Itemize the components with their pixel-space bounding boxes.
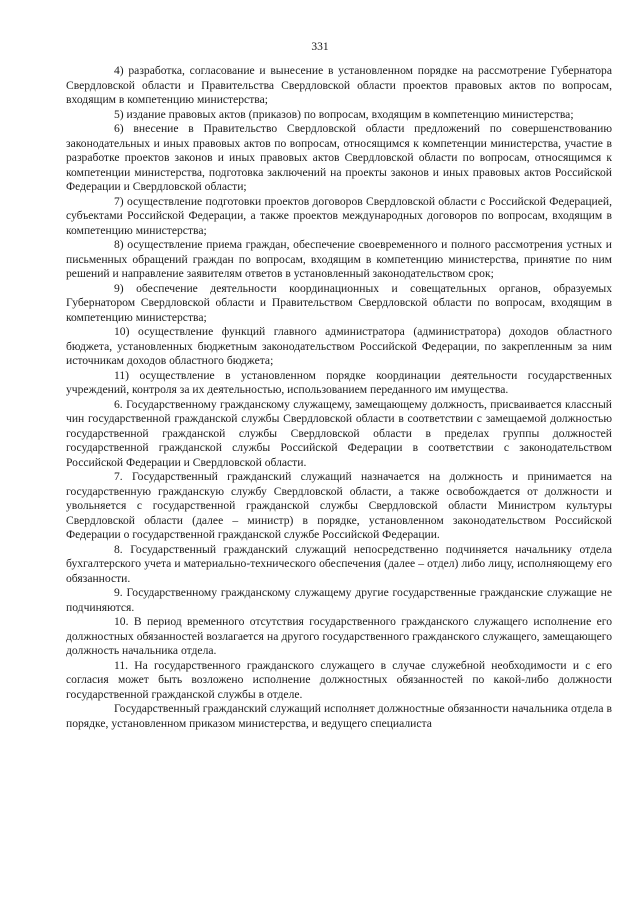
section-11-continuation: Государственный гражданский служащий исполняет должностные обязанности начальника отдела в порядке, установленном приказом министерства, и ведущего специалиста bbox=[66, 702, 612, 730]
list-item-11: 11) осуществление в установленном порядке координации деятельности государственных учреждений, контроля за их деятельностью, использованием переданного им имущества. bbox=[66, 368, 612, 396]
section-8: 8. Государственный гражданский служащий непосредственно подчиняется начальнику отдела бухгалтерского учета и материально-технического обеспечения (далее – отдел) либо лицу, исполняющему его обязанности. bbox=[66, 542, 612, 585]
list-item-7: 7) осуществление подготовки проектов договоров Свердловской области с Российской Федерацией, субъектами Российской Федерации, а также проектов международных договоров по вопросам, входящим в компетенцию министерства; bbox=[66, 194, 612, 237]
section-9: 9. Государственному гражданскому служащему другие государственные гражданские служащие не подчиняются. bbox=[66, 586, 612, 614]
page-number: 331 bbox=[311, 41, 329, 53]
section-6: 6. Государственному гражданскому служащему, замещающему должность, присваивается классный чин государственной гражданской службы Свердловской области в соответствии с замещаемой должностью государственной гражданской службы Свердловской области в пределах группы должностей государственной гражданской службы Российской Федерации в соответствии с законодательством Российской Федерации и Свердловской области. bbox=[66, 397, 612, 469]
list-item-5: 5) издание правовых актов (приказов) по вопросам, входящим в компетенцию министерства; bbox=[114, 107, 574, 121]
list-item-9: 9) обеспечение деятельности координационных и совещательных органов, образуемых Губернатором Свердловской области и Правительством Свердловской области по вопросам, входящим в компетенцию министерства; bbox=[66, 281, 612, 324]
list-item-8: 8) осуществление приема граждан, обеспечение своевременного и полного рассмотрения устных и письменных обращений граждан по вопросам, входящим в компетенцию министерства, принятие по ним решений и направление заявителям ответов в установленный законодательством срок; bbox=[66, 238, 612, 280]
document-body bbox=[66, 64, 612, 731]
section-7: 7. Государственный гражданский служащий назначается на должность и принимается на государственную гражданскую службу Свердловской области, а также освобождается от должности и увольняется с государственной гражданской службы Свердловской области Министром культуры Свердловской области (далее – министр) в порядке, установленном законодательством Российской Федерации о государственной гражданской службе Российской Федерации. bbox=[66, 470, 612, 541]
list-item-6: 6) внесение в Правительство Свердловской области предложений по совершенствованию законодательных и иных правовых актов по вопросам, относящимся к компетенции министерства, участие в разработке проектов законов и иных правовых актов Свердловской области по вопросам, относящимся к компетенции министерства, подготовка заключений на проекты законов и иных правовых актов Российской Федерации и Свердловской области; bbox=[66, 122, 612, 193]
section-11: 11. На государственного гражданского служащего в случае служебной необходимости и с его согласия может быть возложено исполнение должностных обязанностей по какой-либо должности государственной гражданской службы в отделе. bbox=[66, 658, 612, 701]
list-item-10: 10) осуществление функций главного администратора (администратора) доходов областного бюджета, установленных бюджетным законодательством Российской Федерации, по закрепленным за ним источникам доходов областного бюджета; bbox=[66, 325, 612, 367]
list-item-4: 4) разработка, согласование и вынесение в установленном порядке на рассмотрение Губернатора Свердловской области и Правительства Свердловской области проектов правовых актов по вопросам, входящим в компетенцию министерства; bbox=[66, 64, 612, 106]
section-10: 10. В период временного отсутствия государственного гражданского служащего исполнение его должностных обязанностей возлагается на другого государственного гражданского служащего, замещающего должность начальника отдела. bbox=[66, 615, 612, 657]
